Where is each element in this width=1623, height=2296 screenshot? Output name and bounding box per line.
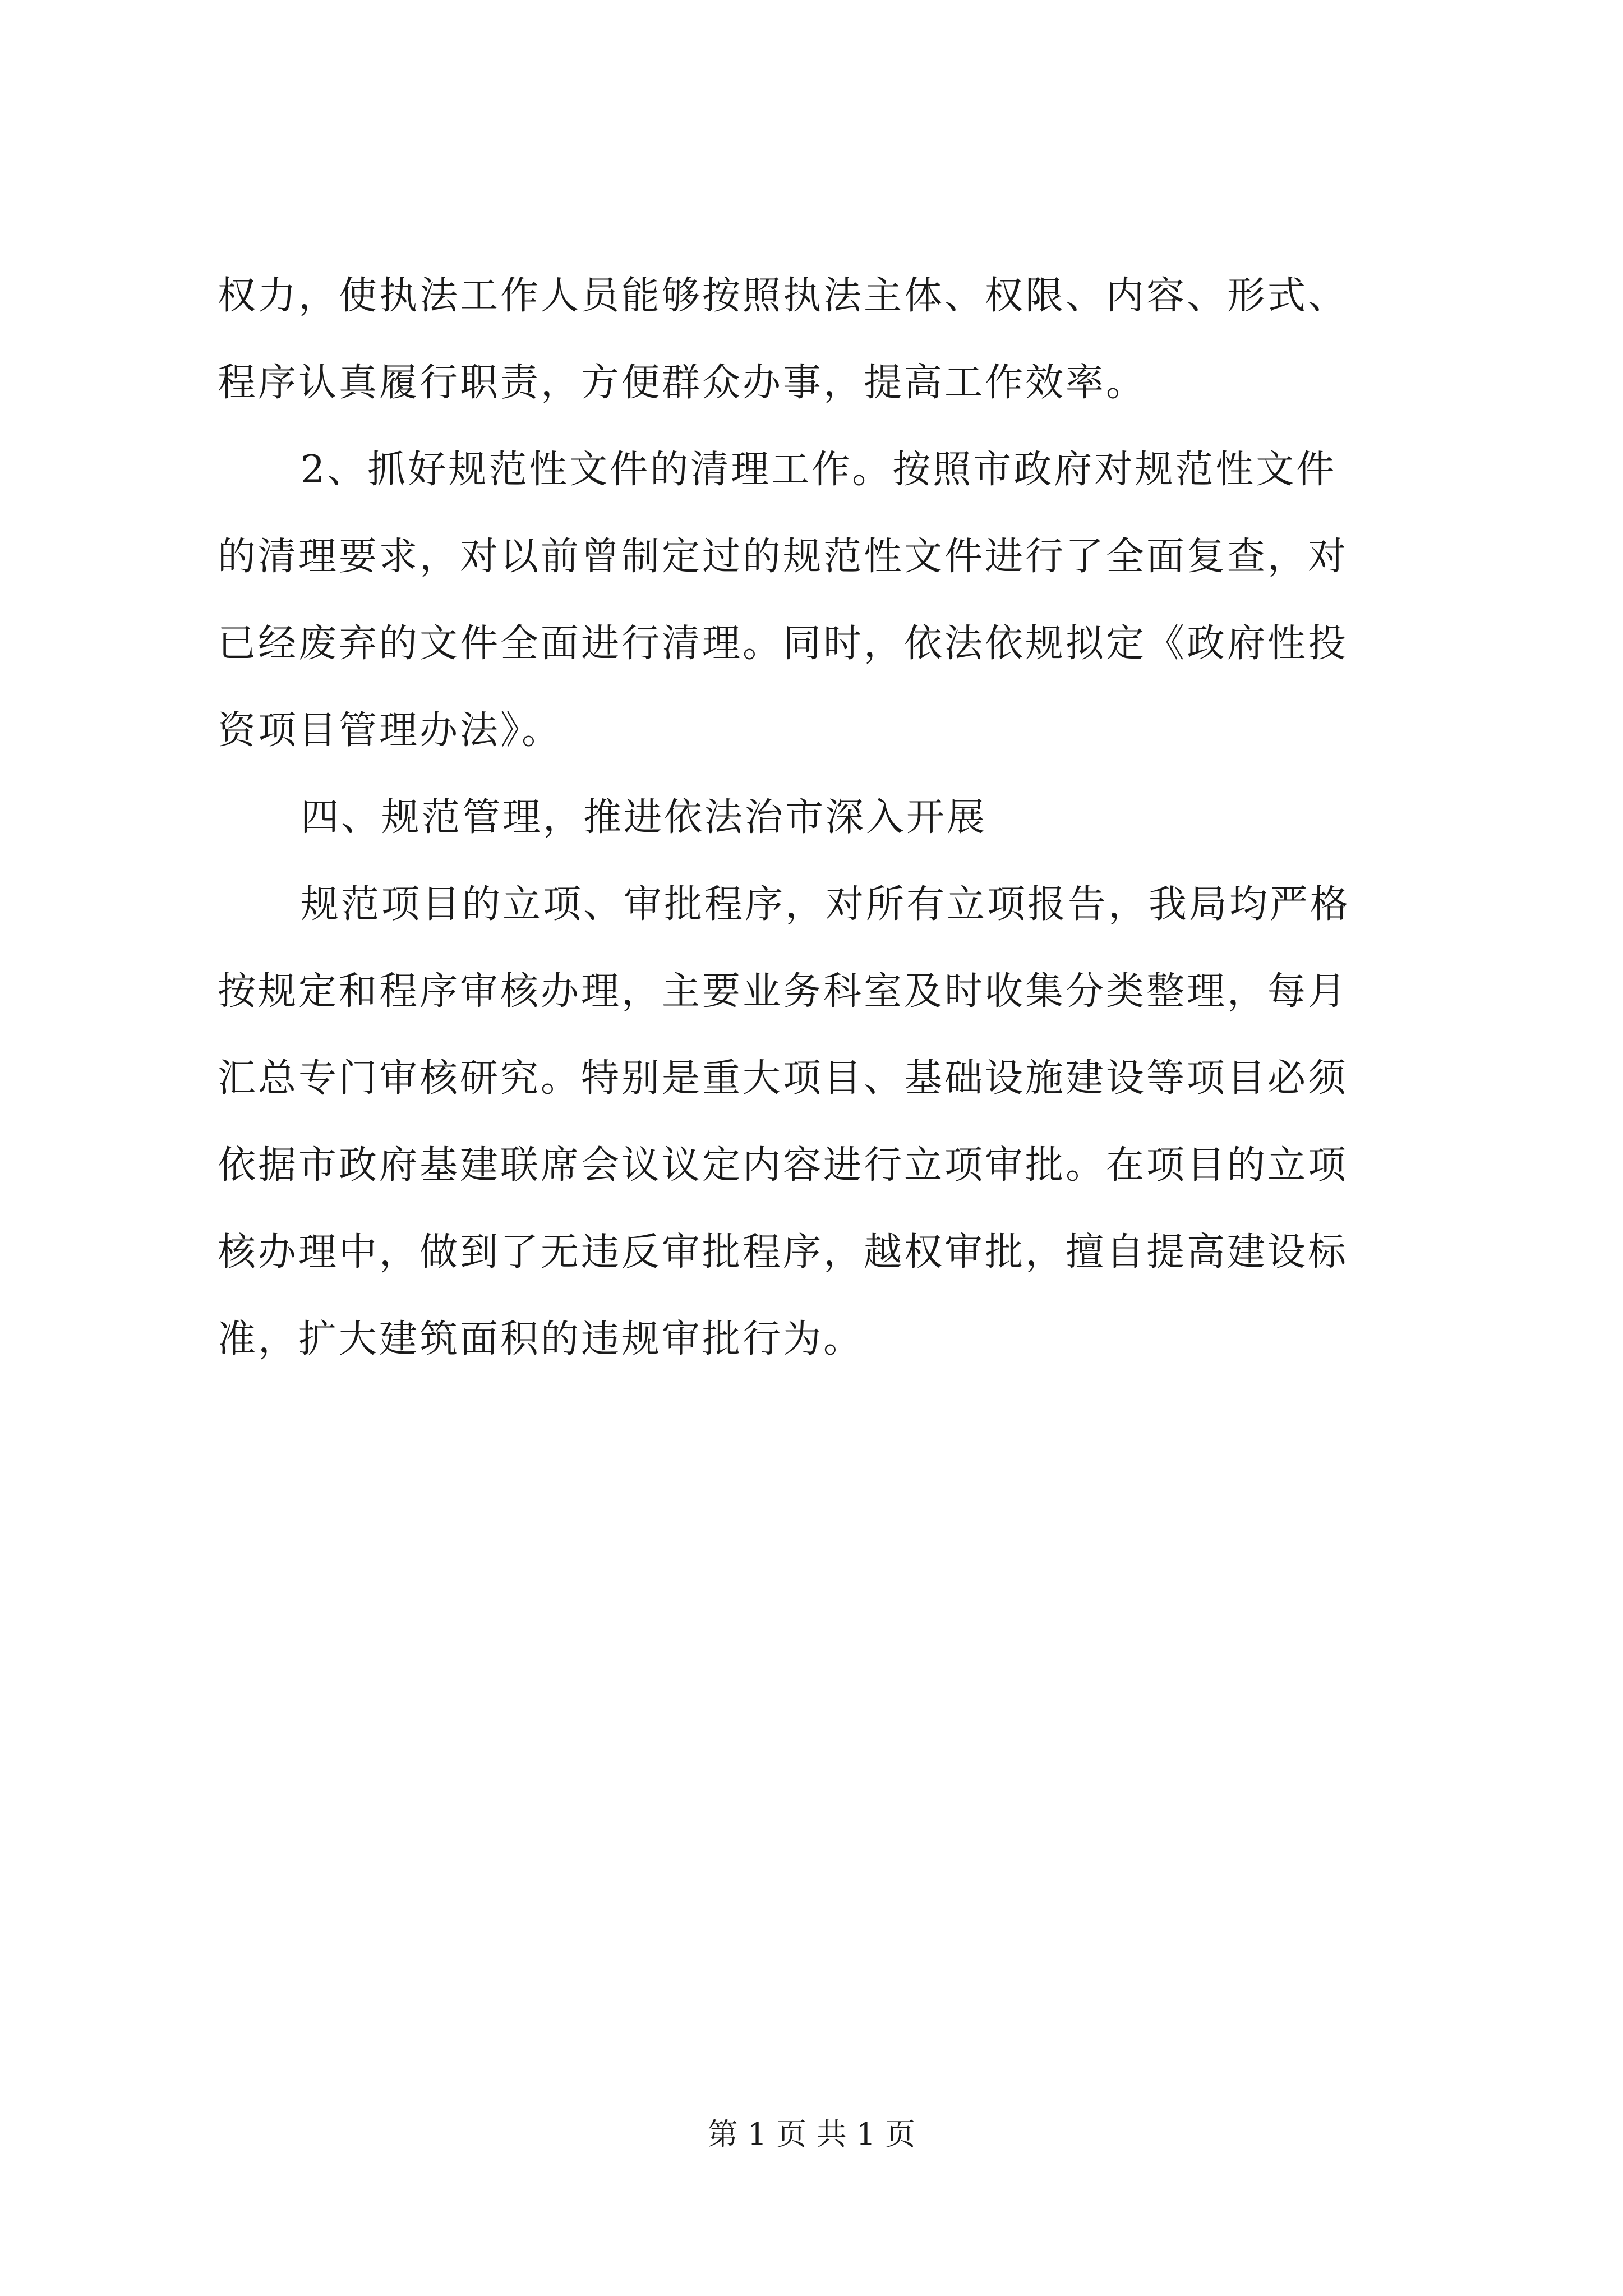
text-line: 依据市政府基建联席会议议定内容进行立项审批。在项目的立项 [218, 1143, 1349, 1188]
text-line: 按规定和程序审核办理，主要业务科室及时收集分类整理，每月 [218, 969, 1349, 1014]
text-line: 规范项目的立项、审批程序，对所有立项报告，我局均严格 [301, 882, 1351, 927]
text-line: 准，扩大建筑面积的违规审批行为。 [218, 1317, 864, 1361]
text-line: 已经废弃的文件全面进行清理。同时，依法依规拟定《政府性投 [218, 622, 1349, 666]
text-line: 汇总专门审核研究。特别是重大项目、基础设施建设等项目必须 [218, 1056, 1349, 1101]
text-line: 程序认真履行职责，方便群众办事，提高工作效率。 [218, 361, 1147, 405]
text-line: 核办理中，做到了无违反审批程序，越权审批，擅自提高建设标 [218, 1230, 1349, 1274]
text-line: 资项目管理办法》。 [218, 708, 562, 753]
section-heading: 四、规范管理，推进依法治市深入开展 [301, 795, 988, 840]
document-body [218, 252, 1429, 1383]
text-line: 2、抓好规范性文件的清理工作。按照市政府对规范性文件 [301, 448, 1337, 492]
text-line: 权力，使执法工作人员能够按照执法主体、权限、内容、形式、 [218, 274, 1349, 318]
page-footer: 第 1 页 共 1 页 [707, 2116, 916, 2152]
text-line: 的清理要求，对以前曾制定过的规范性文件进行了全面复查，对 [218, 535, 1349, 579]
